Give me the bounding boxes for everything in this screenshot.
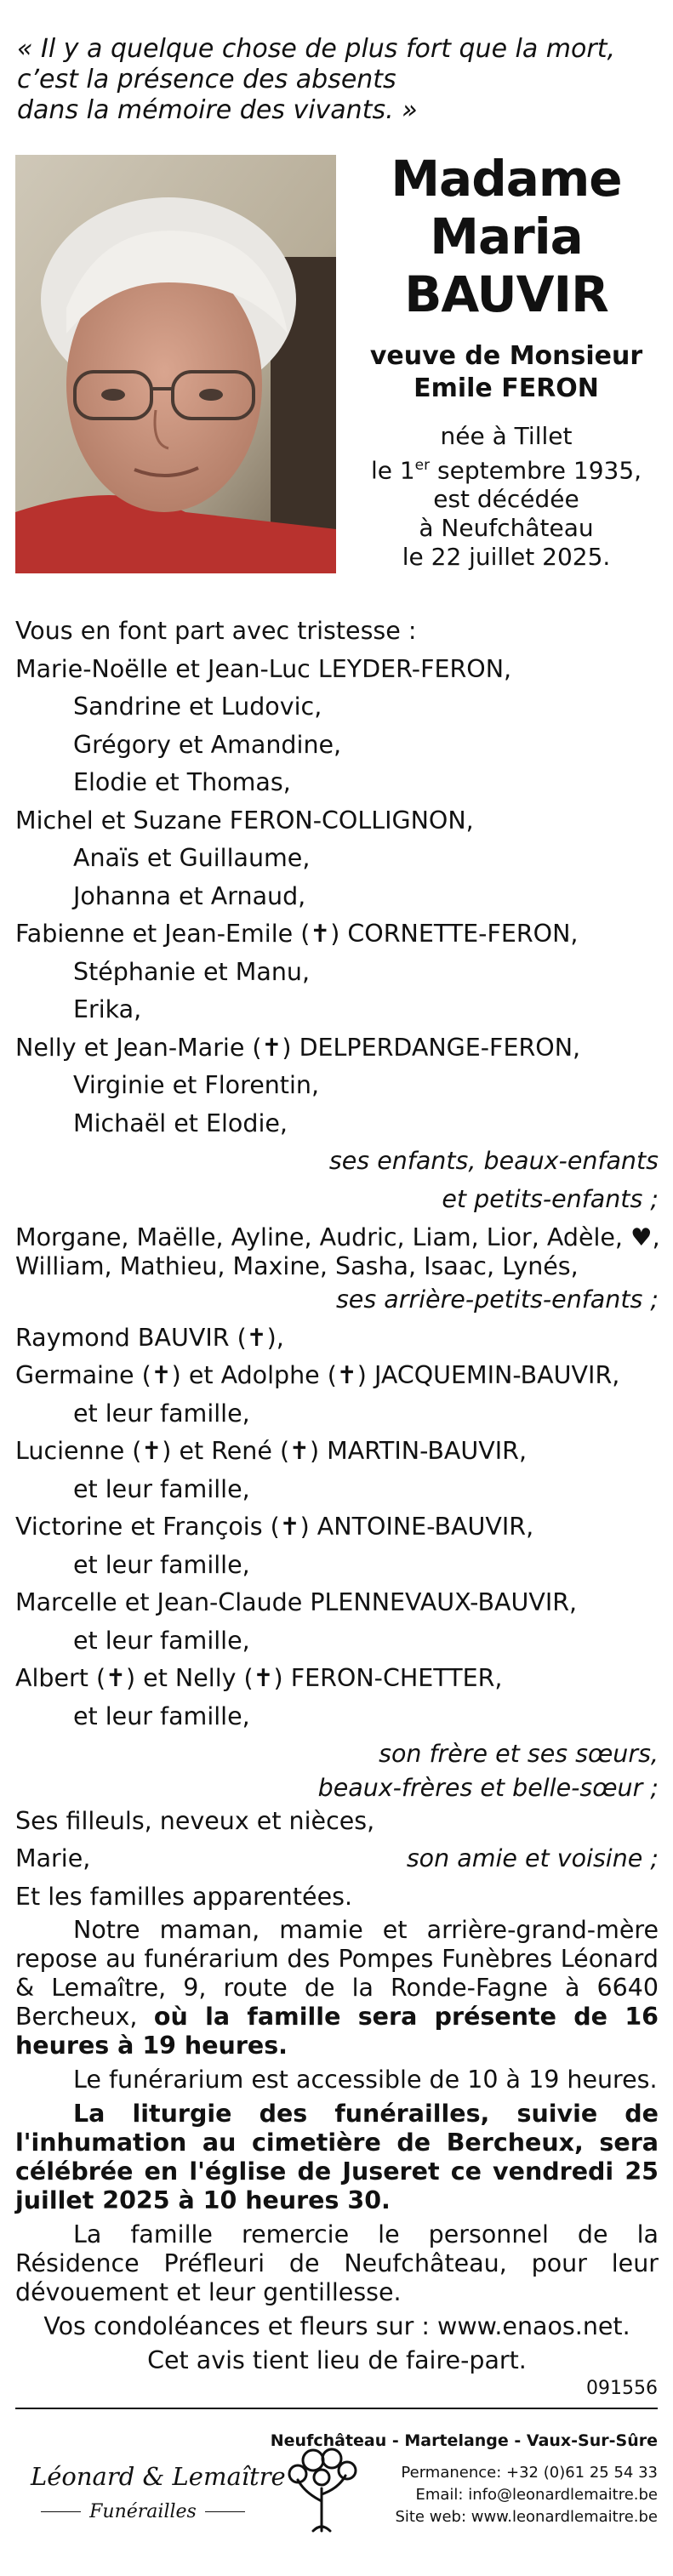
relation-label: ses enfants, beaux-enfants: [328, 1147, 659, 1175]
condolences-line: Vos condoléances et fleurs sur : www.enaos.net.: [43, 2312, 630, 2340]
family-line: Et les familles apparentées.: [15, 1882, 353, 1911]
widow-of: [349, 340, 664, 405]
family-line: Lucienne (✝) et René (✝) MARTIN-BAUVIR,: [15, 1437, 528, 1465]
quote-line: « Il y a quelque chose de plus fort que la mort,: [17, 34, 616, 64]
family-line: Grégory et Amandine,: [73, 730, 342, 759]
family-line: Germaine (✝) et Adolphe (✝) JACQUEMIN-BAUVIR,: [15, 1361, 620, 1389]
death-place: à Neufchâteau: [419, 514, 594, 543]
funeral-home-footer: [15, 2416, 658, 2561]
locations: Neufchâteau - Martelange - Vaux-Sur-Sûre: [270, 2431, 658, 2450]
portrait-illustration: [15, 155, 336, 573]
epitaph-quote: [17, 34, 630, 126]
relation-label: son amie et voisine ;: [406, 1844, 659, 1872]
family-line: Michel et Suzane FERON-COLLIGNON,: [15, 806, 474, 835]
family-line: Marie-Noëlle et Jean-Luc LEYDER-FERON,: [15, 654, 512, 683]
family-line: Erika,: [73, 995, 142, 1023]
family-list: [15, 613, 659, 2375]
family-line: Anaïs et Guillaume,: [73, 844, 311, 872]
family-line: Sandrine et Ludovic,: [73, 692, 322, 721]
family-line: et leur famille,: [73, 1399, 250, 1428]
family-line: Marcelle et Jean-Claude PLENNEVAUX-BAUVIR,: [15, 1588, 578, 1616]
family-line: Nelly et Jean-Marie (✝) DELPERDANGE-FERON,: [15, 1033, 581, 1062]
notice-line: Cet avis tient lieu de faire-part.: [147, 2346, 527, 2374]
quote-line: c’est la présence des absents: [17, 65, 396, 94]
family-name: Marie,: [15, 1844, 91, 1872]
family-line: Elodie et Thomas,: [73, 768, 291, 796]
family-line: et leur famille,: [73, 1550, 250, 1579]
birth-date: le 1er septembre 1935,: [370, 456, 642, 485]
widow-line: Emile FERON: [413, 373, 599, 403]
portrait-photo: [15, 155, 336, 573]
reference-number: 091556: [586, 2378, 658, 2399]
family-line: et leur famille,: [73, 1626, 250, 1655]
funeral-home-logo-text: Léonard & Lemaître: [31, 2462, 286, 2491]
deceased-last-name: BAUVIR: [404, 265, 608, 323]
widow-line: veuve de Monsieur: [369, 341, 643, 371]
death-line: est décédée: [433, 485, 579, 514]
birth-place: née à Tillet: [440, 422, 573, 450]
death-date: le 22 juillet 2025.: [402, 543, 611, 572]
funeral-home-subtitle: Funérailles: [41, 2501, 245, 2522]
relation-label: beaux-frères et belle-sœur ;: [317, 1773, 659, 1802]
family-line: Ses filleuls, neveux et nièces,: [15, 1806, 375, 1835]
deceased-first-name: Maria: [430, 208, 583, 265]
family-line: Raymond BAUVIR (✝),: [15, 1323, 284, 1352]
thanks-paragraph: La famille remercie le personnel de la Résidence Préfleuri de Neufchâteau, pour leur dévouement et leur gentillesse.: [15, 2220, 659, 2306]
funerarium-hours: Le funérarium est accessible de 10 à 19 heures.: [73, 2066, 658, 2094]
footer-divider: [15, 2408, 658, 2409]
deceased-header: [349, 150, 664, 572]
deceased-title: Madame: [391, 150, 622, 208]
relation-label: et petits-enfants ;: [442, 1184, 659, 1213]
family-line: et leur famille,: [73, 1474, 250, 1503]
family-line: et leur famille,: [73, 1701, 250, 1730]
family-line: Albert (✝) et Nelly (✝) FERON-CHETTER,: [15, 1664, 503, 1692]
funerarium-paragraph: Notre maman, mamie et arrière-grand-mère repose au funérarium des Pompes Funèbres Léonard & Lemaître, 9, route de la Ronde-Fagne à 6640 Bercheux, où la famille sera présente de 16 heures à 19 heures.: [15, 1916, 659, 2060]
family-intro: Vous en font part avec tristesse :: [15, 617, 417, 645]
family-line: Michaël et Elodie,: [73, 1108, 288, 1137]
family-line: Morgane, Maëlle, Ayline, Audric, Liam, Lior, Adèle, ♥,: [15, 1223, 660, 1251]
quote-line: dans la mémoire des vivants. »: [17, 95, 418, 125]
family-line: Johanna et Arnaud,: [73, 881, 306, 910]
funeral-home-contact: [271, 2430, 658, 2528]
relation-label: ses arrière-petits-enfants ;: [335, 1285, 659, 1314]
family-line: William, Mathieu, Maxine, Sasha, Isaac, Lynés,: [15, 1252, 579, 1280]
family-line: Fabienne et Jean-Emile (✝) CORNETTE-FERON,: [15, 920, 579, 948]
liturgy-paragraph: La liturgie des funérailles, suivie de l'inhumation au cimetière de Bercheux, sera célébrée en l'église de Juseret ce vendredi 25 juillet 2025 à 10 heures 30.: [15, 2100, 659, 2214]
website: Site web: www.leonardlemaitre.be: [395, 2508, 658, 2526]
phone: Permanence: +32 (0)61 25 54 33: [401, 2464, 658, 2482]
family-line-split: [15, 1840, 659, 1878]
birth-death-info: [349, 422, 664, 572]
relation-label: son frère et ses sœurs,: [379, 1740, 659, 1768]
family-line: Stéphanie et Manu,: [73, 957, 311, 986]
email: Email: info@leonardlemaitre.be: [415, 2486, 658, 2504]
family-line: Victorine et François (✝) ANTOINE-BAUVIR,: [15, 1513, 534, 1541]
family-line: Virginie et Florentin,: [73, 1071, 320, 1099]
